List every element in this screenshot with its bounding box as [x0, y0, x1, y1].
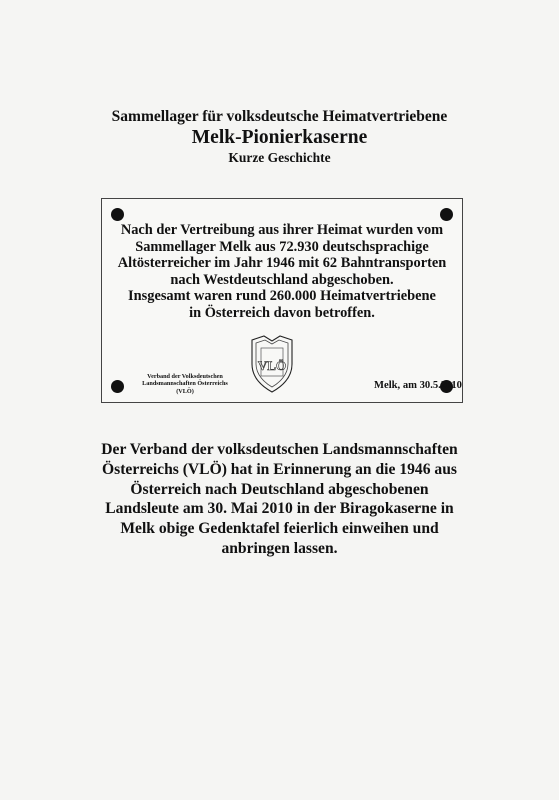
org-line: (VLÖ): [176, 387, 194, 395]
body-line: Österreichs (VLÖ) hat in Erinnerung an die 1946 aus: [102, 460, 457, 478]
vlo-emblem-icon: [248, 334, 296, 394]
plaque-line: Nach der Vertreibung aus ihrer Heimat wurden vom: [120, 222, 444, 238]
emblem-text: VLÖ: [257, 358, 287, 373]
page-subtitle: Sammellager für volksdeutsche Heimatvertriebene: [111, 108, 448, 125]
plaque-inscription: [102, 222, 462, 322]
place-date: Melk, am 30.5.2010: [374, 380, 462, 391]
organization-name: [127, 373, 243, 395]
body-paragraph: [0, 440, 559, 559]
memorial-plaque: [101, 198, 463, 403]
screw-icon: [111, 380, 124, 393]
body-line: Melk obige Gedenktafel feierlich einweihen und: [120, 520, 439, 538]
screw-icon: [440, 208, 453, 221]
plaque-line: Insgesamt waren rund 260.000 Heimatvertriebene: [128, 288, 436, 305]
plaque-line: nach Westdeutschland abgeschoben.: [170, 271, 394, 288]
org-line: Verband der Volksdeutschen: [147, 373, 223, 380]
body-line: Der Verband der volksdeutschen Landsmannschaften: [101, 441, 458, 458]
plaque-line: Sammellager Melk aus 72.930 deutschsprachige: [135, 238, 429, 255]
org-line: Landsmannschaften Österreichs: [142, 380, 228, 388]
plaque-line: Altösterreicher im Jahr 1946 mit 62 Bahntransporten: [117, 255, 447, 272]
body-line: Landsleute am 30. Mai 2010 in der Biragokaserne in: [105, 500, 454, 518]
body-line: anbringen lassen.: [221, 539, 338, 557]
page-section-title: Kurze Geschichte: [228, 150, 331, 165]
page-title: Melk-Pionierkaserne: [191, 127, 368, 148]
plaque-line: in Österreich davon betroffen.: [189, 304, 375, 321]
screw-icon: [111, 208, 124, 221]
body-line: Österreich nach Deutschland abgeschobenen: [130, 480, 429, 498]
